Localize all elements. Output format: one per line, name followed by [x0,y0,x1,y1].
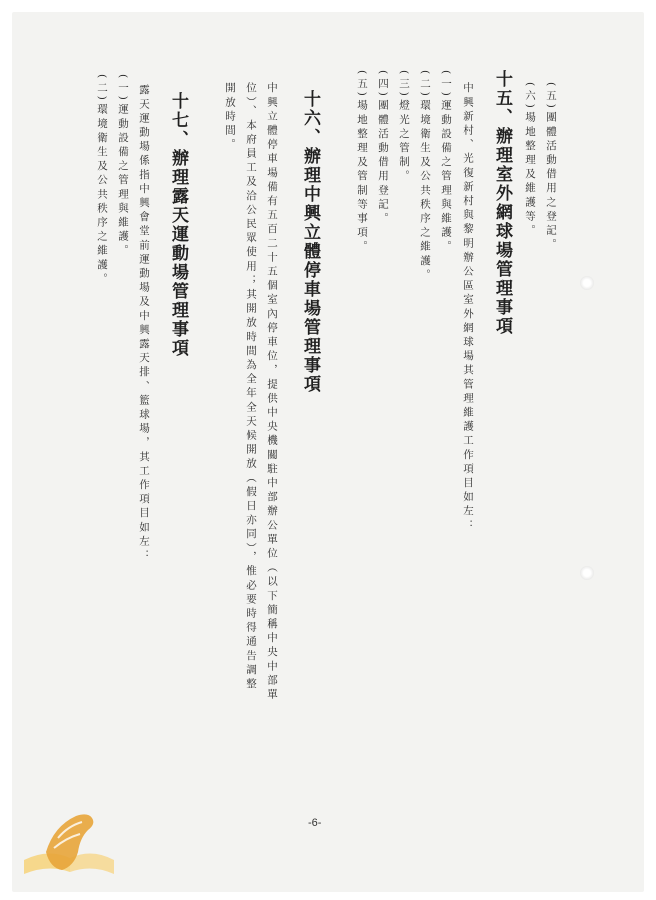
section-15-item-3: (三)燈光之管制。 [398,70,410,185]
section-17-intro: 露天運動場係指中興會堂前運動場及中興露天排、籃球場，其工作項目如左： [138,84,150,564]
section-16-paragraph-line-2: 位）、本府員工及洽公民眾使用；其開放時間為全年全天候開放（假日亦同），惟必要時得通告調整 [245,82,257,692]
paper-dimple [580,566,594,580]
section-heading-17: 十七、辦理露天運動場管理事項 [168,92,188,358]
section-15-intro: 中興新村、光復新村與黎明辦公區室外網球場其管理維護工作項目如左： [462,82,474,534]
section-heading-15: 十五、辦理室外網球場管理事項 [492,70,512,336]
item-group-activity-registration: (五)團體活動借用之登記。 [545,82,557,253]
page-number: -6- [308,817,322,829]
section-15-item-4: (四)團體活動借用登記。 [377,70,389,227]
section-15-item-5: (五)場地整理及管制等事項。 [356,70,368,255]
taiwan-map-book-logo-icon [18,808,118,880]
section-heading-16: 十六、辦理中興立體停車場管理事項 [300,90,320,394]
section-16-paragraph-line-3: 開放時間。 [224,82,236,153]
section-16-paragraph-line-1: 中興立體停車場備有五百二十五個室內停車位，提供中央機關駐中部辦公單位（以下簡稱中央中部單 [266,82,278,703]
section-17-item-1: (一)運動設備之管理與維護。 [117,74,129,259]
item-venue-maintenance: (六)場地整理及維護等。 [524,82,536,239]
section-15-item-2: (二)環境衛生及公共秩序之維護。 [419,70,431,283]
section-15-item-1: (一)運動設備之管理與維護。 [440,70,452,255]
section-17-item-2: (二)環境衛生及公共秩序之維護。 [96,74,108,287]
paper-dimple [580,276,594,290]
